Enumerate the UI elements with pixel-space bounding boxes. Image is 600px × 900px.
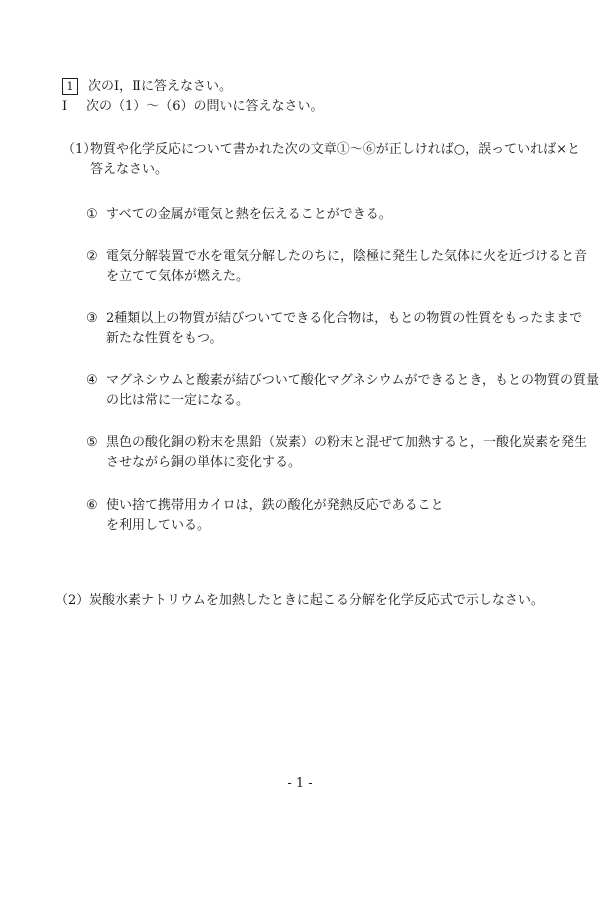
question-header <box>62 78 232 96</box>
q1-item-2 <box>86 248 587 266</box>
q1-text-line2: 答えなさい。 <box>90 162 169 177</box>
q1-line1 <box>62 141 580 159</box>
item-text: 電気分解装置で水を電気分解したのちに，陰極に発生した気体に火を近づけると音 <box>106 249 588 264</box>
item-mark: ② <box>86 249 98 264</box>
q2-text: 炭酸水素ナトリウムを加熱したときに起こる分解を化学反応式で示しなさい。 <box>89 593 544 608</box>
q1-number: （1） <box>62 142 97 157</box>
item-text: すべての金属が電気と熱を伝えることができる。 <box>106 207 392 222</box>
q1-item-6 <box>86 497 444 515</box>
item-text-cont: させながら銅の単体に変化する。 <box>106 455 302 470</box>
item-text: 2種類以上の物質が結びついてできる化合物は，もとの物質の性質をもったままで <box>106 311 583 326</box>
item-text-cont: の比は常に一定になる。 <box>106 393 250 408</box>
item-mark: ⑥ <box>86 498 98 513</box>
item-mark: ③ <box>86 311 98 326</box>
q1-item-3 <box>86 310 582 328</box>
item-text: 黒色の酸化銅の粉末を黒鉛（炭素）の粉末と混ぜて加熱すると，一酸化炭素を発生 <box>106 435 588 450</box>
page-number: - 1 - <box>287 776 313 791</box>
item-mark: ⑤ <box>86 435 98 450</box>
item-text-cont: を立てて気体が燃えた。 <box>106 269 250 284</box>
item-text-cont: 新たな性質をもつ。 <box>106 331 223 346</box>
item-text: マグネシウムと酸素が結びついて酸化マグネシウムができるとき，もとの物質の質量 <box>106 373 599 388</box>
section-text: 次の（1）～（6）の問いに答えなさい。 <box>86 99 324 114</box>
question-intro: 次のⅠ，Ⅱに答えなさい。 <box>88 79 232 94</box>
section-label: Ⅰ <box>62 99 68 114</box>
item-mark: ④ <box>86 373 98 388</box>
item-mark: ① <box>86 207 98 222</box>
question-number-box: 1 <box>62 78 78 95</box>
q2-number: （2） <box>55 593 90 608</box>
q1-item-4 <box>86 372 599 390</box>
item-text-cont: を利用している。 <box>106 518 211 533</box>
section-heading <box>62 98 324 116</box>
q1-text-line1: 物質や化学反応について書かれた次の文章①～⑥が正しければ○，誤っていれば×と <box>90 142 580 157</box>
q2-line <box>55 592 544 610</box>
q1-item-1 <box>86 206 392 224</box>
q1-item-5 <box>86 434 587 452</box>
item-text: 使い捨て携帯用カイロは，鉄の酸化が発熱反応であること <box>106 498 444 513</box>
